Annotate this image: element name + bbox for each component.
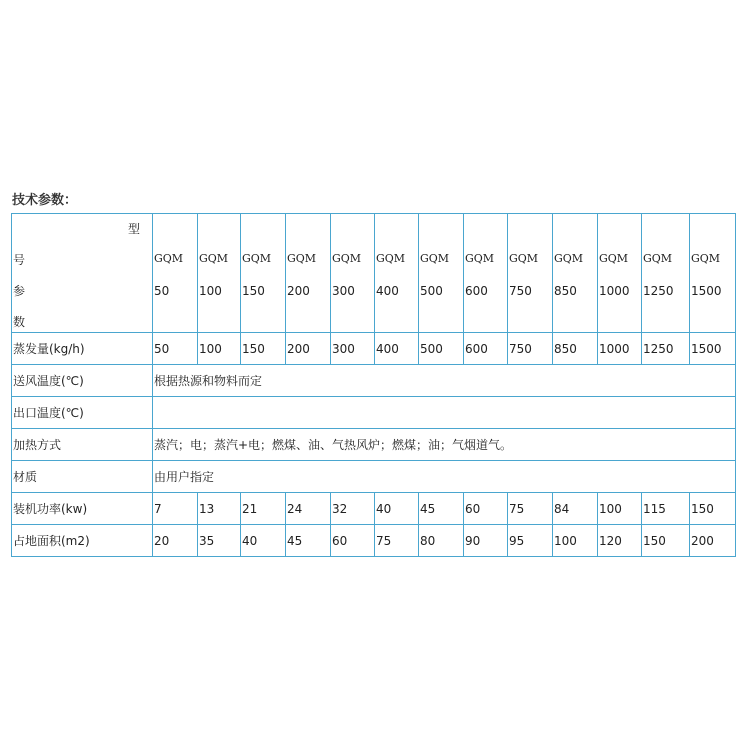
value-cell: 40 [375,493,419,525]
span-cell [153,397,736,429]
span-cell: 根据热源和物料而定 [153,365,736,397]
model-number: 850 [554,284,577,298]
value-cell: 60 [464,493,508,525]
value-cell: 100 [553,525,598,557]
value-cell: 40 [241,525,286,557]
model-number: 100 [199,284,222,298]
value-cell: 300 [331,333,375,365]
row-label: 送风温度(℃) [12,365,153,397]
table-row [12,525,736,557]
row-label: 蒸发量(kg/h) [12,333,153,365]
model-prefix: GQM [599,252,629,265]
model-prefix: GQM [332,252,362,265]
model-cell [331,214,375,333]
value-cell: 200 [286,333,331,365]
value-cell: 1500 [690,333,736,365]
model-number: 150 [242,284,265,298]
value-cell: 95 [508,525,553,557]
value-cell: 50 [153,333,198,365]
corner-char: 型 [127,222,140,236]
model-cell [419,214,464,333]
table-row [12,429,736,461]
corner-char: 数 [13,315,26,329]
row-label: 材质 [12,461,153,493]
value-cell: 24 [286,493,331,525]
model-prefix: GQM [554,252,584,265]
value-cell: 7 [153,493,198,525]
table-row [12,461,736,493]
model-number: 600 [465,284,488,298]
model-prefix: GQM [376,252,406,265]
value-cell: 850 [553,333,598,365]
value-cell: 75 [508,493,553,525]
model-prefix: GQM [691,252,721,265]
model-prefix: GQM [509,252,539,265]
row-label: 加热方式 [12,429,153,461]
value-cell: 60 [331,525,375,557]
value-cell: 21 [241,493,286,525]
model-number: 500 [420,284,443,298]
value-cell: 200 [690,525,736,557]
model-prefix: GQM [465,252,495,265]
section-title: 技术参数： [12,193,78,208]
model-cell [464,214,508,333]
row-label: 占地面积(m2) [12,525,153,557]
corner-char: 参 [13,284,26,298]
model-cell [508,214,553,333]
model-number: 400 [376,284,399,298]
model-number: 300 [332,284,355,298]
value-cell: 500 [419,333,464,365]
value-cell: 90 [464,525,508,557]
model-cell [286,214,331,333]
model-prefix: GQM [242,252,272,265]
value-cell: 1250 [642,333,690,365]
value-cell: 120 [598,525,642,557]
model-prefix: GQM [199,252,229,265]
value-cell: 45 [286,525,331,557]
value-cell: 115 [642,493,690,525]
value-cell: 600 [464,333,508,365]
row-label: 装机功率(kw) [12,493,153,525]
table-row [12,333,736,365]
value-cell: 35 [198,525,241,557]
value-cell: 20 [153,525,198,557]
value-cell: 13 [198,493,241,525]
model-number: 1000 [599,284,630,298]
table-row [12,493,736,525]
model-cell [598,214,642,333]
value-cell: 150 [690,493,736,525]
value-cell: 84 [553,493,598,525]
span-cell: 由用户指定 [153,461,736,493]
value-cell: 45 [419,493,464,525]
model-prefix: GQM [420,252,450,265]
model-number: 200 [287,284,310,298]
value-cell: 1000 [598,333,642,365]
header-row [12,214,736,333]
model-number: 750 [509,284,532,298]
model-number: 1500 [691,284,722,298]
model-cell [690,214,736,333]
value-cell: 75 [375,525,419,557]
span-cell: 蒸汽；电；蒸汽+电；燃煤、油、气热风炉；燃煤；油；气烟道气。 [153,429,736,461]
model-cell [553,214,598,333]
model-number: 50 [154,284,170,298]
table-row [12,397,736,429]
model-number: 1250 [643,284,674,298]
table-row [12,365,736,397]
value-cell: 100 [598,493,642,525]
model-prefix: GQM [287,252,317,265]
value-cell: 32 [331,493,375,525]
model-cell [375,214,419,333]
model-cell [642,214,690,333]
model-prefix: GQM [643,252,673,265]
row-label: 出口温度(℃) [12,397,153,429]
value-cell: 750 [508,333,553,365]
value-cell: 150 [642,525,690,557]
value-cell: 80 [419,525,464,557]
value-cell: 100 [198,333,241,365]
model-cell [198,214,241,333]
model-cell [241,214,286,333]
parameter-table [11,213,736,557]
model-prefix: GQM [154,252,184,265]
corner-cell [12,214,153,333]
value-cell: 150 [241,333,286,365]
model-cell [153,214,198,333]
value-cell: 400 [375,333,419,365]
corner-char: 号 [13,253,26,267]
